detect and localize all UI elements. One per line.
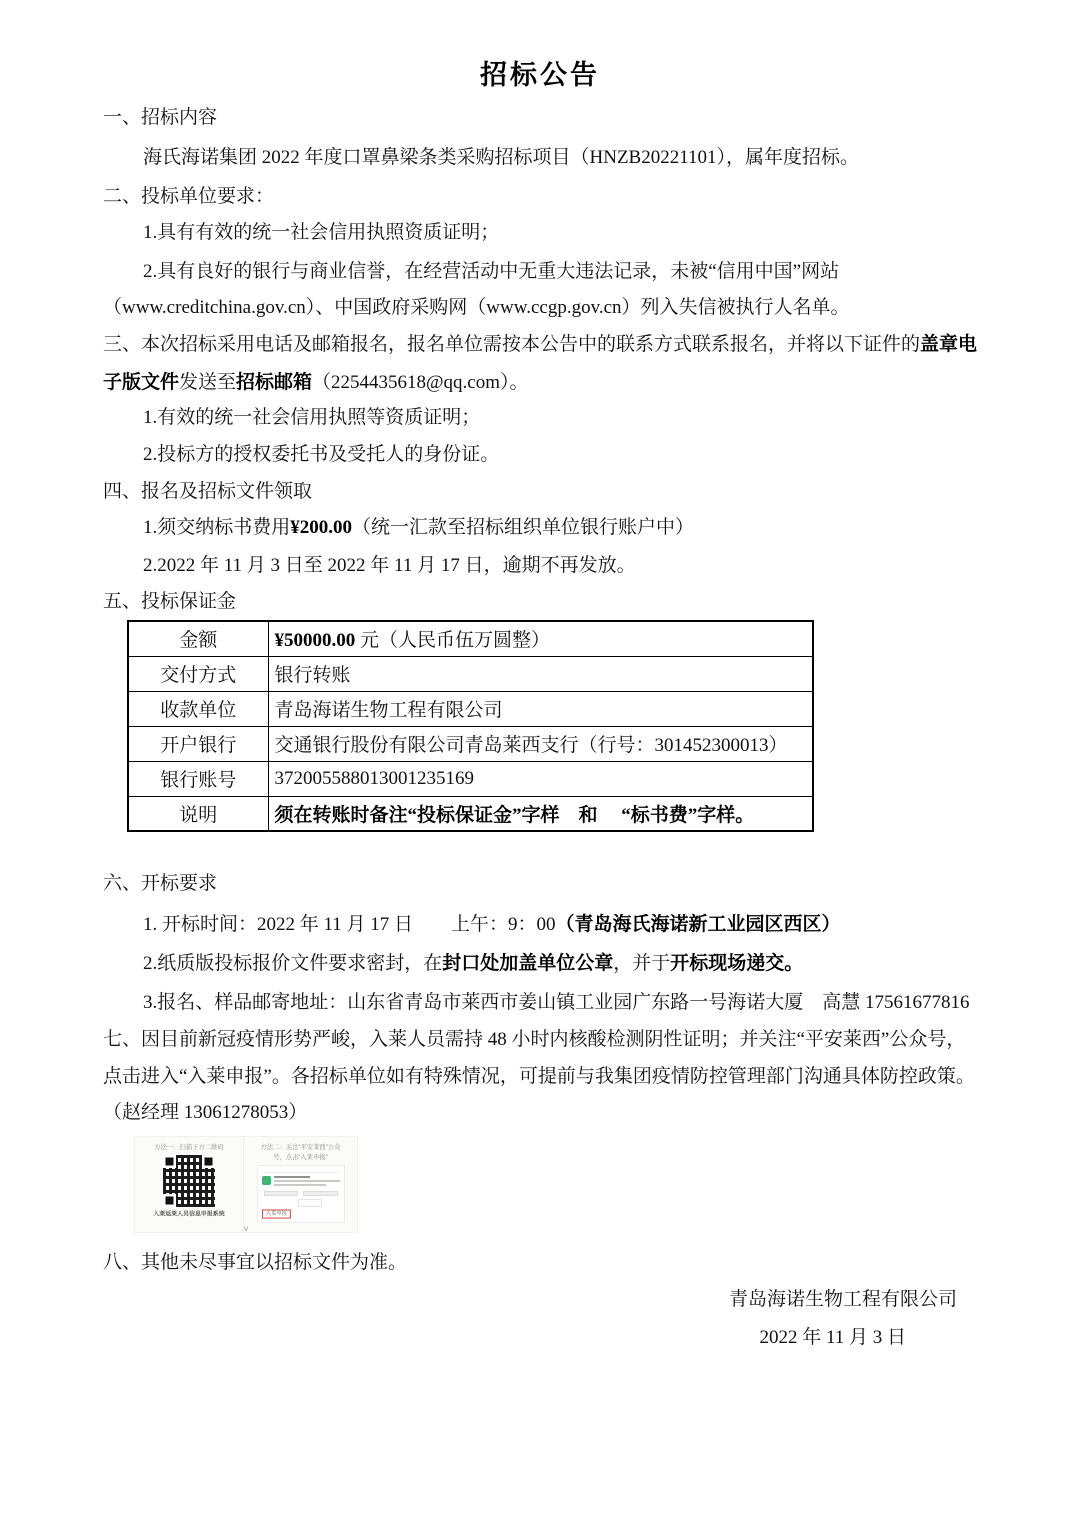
wechat-buttons-row (264, 1191, 338, 1196)
row-label-payment-method: 交付方式 (128, 656, 268, 691)
section2-item2-line2: （www.creditchina.gov.cn）、中国政府采购网（www.ccgp.gov.cn）列入失信被执行人名单。 (103, 297, 850, 318)
section3-item2: 2.投标方的授权委托书及受托人的身份证。 (143, 444, 500, 465)
opening-time: 1. 开标时间：2022 年 11 月 17 日 上午：9：00 (143, 914, 556, 935)
section4-heading: 四、报名及招标文件领取 (103, 481, 313, 502)
section3-line2-bold2: 招标邮箱 (236, 372, 313, 393)
chevron-down-icon: ˅ (243, 1224, 249, 1234)
section3-item1: 1.有效的统一社会信用执照等资质证明； (143, 407, 481, 428)
row-value-bank: 交通银行股份有限公司青岛莱西支行（行号：301452300013） (268, 726, 813, 761)
section4-item2: 2.2022 年 11 月 3 日至 2022 年 11 月 17 日，逾期不再发放。 (143, 555, 636, 576)
table-row-payee (128, 691, 813, 726)
row-value-payee: 青岛海诺生物工程有限公司 (268, 691, 813, 726)
signature-company: 青岛海诺生物工程有限公司 (728, 1289, 957, 1310)
wechat-searchbar (262, 1169, 340, 1173)
row-value-payment-method: 银行转账 (268, 656, 813, 691)
bid-bond-table (127, 620, 814, 832)
row-value-note (268, 796, 813, 831)
section4-item1-post: （统一汇款至招标组织单位银行账户中） (352, 517, 695, 538)
document-fee: ¥200.00 (290, 517, 353, 538)
wechat-button-placeholder (303, 1191, 338, 1196)
section4-item1-pre: 1.须交纳标书费用 (143, 517, 291, 538)
table-row-account (128, 761, 813, 796)
section3-line1-bold: 盖章电 (920, 334, 978, 355)
qr-code-icon (163, 1155, 215, 1207)
section6-item2-pre: 2.纸质版投标报价文件要求密封，在 (143, 953, 443, 974)
section3-line2-bold1: 子版文件 (103, 372, 180, 393)
bond-amount-words: 元（人民币伍万圆整） (355, 630, 551, 652)
table-row-payment-method (128, 656, 813, 691)
row-label-account: 银行账号 (128, 761, 268, 796)
wechat-screenshot-card (257, 1165, 345, 1223)
signature-date: 2022 年 11 月 3 日 (759, 1327, 906, 1348)
section2-heading: 二、投标单位要求： (103, 186, 275, 207)
tender-email: （2254435618@qq.com）。 (312, 372, 529, 393)
bond-amount: ¥50000.00 (274, 630, 356, 652)
wechat-button-placeholder (264, 1191, 299, 1196)
section4-item1 (143, 512, 694, 539)
qr-method1-panel (135, 1137, 243, 1232)
page-title: 招标公告 (480, 60, 600, 90)
method2-caption-line2: 号，点击“入莱申报” (273, 1154, 328, 1161)
section3-line2 (103, 367, 529, 394)
section6-item1 (143, 909, 841, 936)
method2-caption-line1: 方法二：关注“平安莱西”公众 (260, 1144, 341, 1151)
opening-location: （青岛海氏海诺新工业园区西区） (555, 914, 841, 935)
section6-heading: 六、开标要求 (103, 873, 218, 894)
epidemic-contact: （赵经理 13061278053） (103, 1102, 308, 1123)
row-label-bank: 开户银行 (128, 726, 268, 761)
section6-item2-bold2: 开标现场递交。 (670, 953, 804, 974)
section1-heading: 一、招标内容 (103, 107, 218, 128)
row-label-payee: 收款单位 (128, 691, 268, 726)
qr-attachment-image (135, 1137, 357, 1232)
section2-item1: 1.具有有效的统一社会信用执照资质证明； (143, 222, 500, 243)
section6-item2 (143, 948, 803, 975)
section7-line2: 点击进入“入莱申报”。各招标单位如有特殊情况，可提前与我集团疫情防控管理部门沟通具体防控政策。 (103, 1066, 975, 1087)
wechat-account-textbars (274, 1176, 340, 1188)
section5-heading: 五、投标保证金 (103, 591, 237, 612)
row-label-amount: 金额 (128, 621, 268, 656)
method1-caption: 方法一：扫描下方二维码 (154, 1144, 224, 1151)
row-label-note: 说明 (128, 796, 268, 831)
table-row-bank (128, 726, 813, 761)
section3-line1-text: 三、本次招标采用电话及邮箱报名，报名单位需按本公告中的联系方式联系报名，并将以下证件的 (103, 334, 921, 355)
apply-entry-button: 入莱申报 (262, 1210, 291, 1219)
section3-line1 (103, 329, 977, 356)
transfer-note: 须在转账时备注“投标保证金”字样 和 “标书费”字样。 (274, 804, 755, 826)
wechat-method2-panel (243, 1137, 357, 1232)
row-value-account: 372005588013001235169 (268, 761, 813, 796)
section1-body: 海氏海诺集团 2022 年度口罩鼻梁条类采购招标项目（HNZB20221101），属年度招标。 (143, 147, 860, 168)
section2-item2-line1: 2.具有良好的银行与商业信誉，在经营活动中无重大违法记录，未被“信用中国”网站 (143, 261, 840, 282)
section6-item2-mid: ，并于 (613, 953, 671, 974)
method1-footer: 入莱返莱人员信息申报系统 (153, 1211, 225, 1218)
wechat-account-icon (262, 1176, 271, 1185)
section3-line2-text1: 发送至 (179, 372, 237, 393)
table-row-note (128, 796, 813, 831)
wechat-account-row (262, 1176, 340, 1188)
row-value-amount (268, 621, 813, 656)
mailing-address: 3.报名、样品邮寄地址：山东省青岛市莱西市姜山镇工业园广东路一号海诺大厦 高慧 17561677816 (143, 992, 970, 1013)
wechat-secondary-button (298, 1199, 322, 1207)
section7-line1: 七、因目前新冠疫情形势严峻，入莱人员需持 48 小时内核酸检测阴性证明；并关注“平安莱西”公众号， (103, 1029, 966, 1050)
section6-item2-bold1: 封口处加盖单位公章 (442, 953, 614, 974)
section8-text: 八、其他未尽事宜以招标文件为准。 (103, 1252, 408, 1273)
table-row-amount (128, 621, 813, 656)
